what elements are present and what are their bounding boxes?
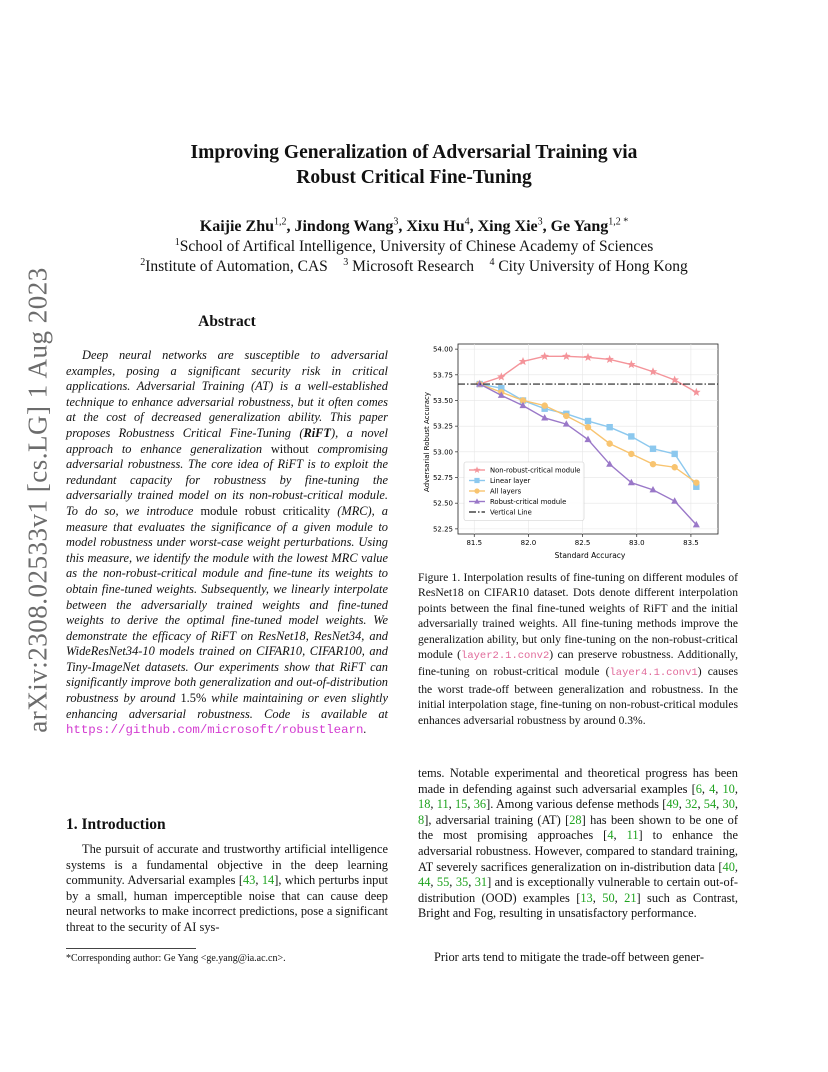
- author: Jindong Wang: [294, 218, 394, 235]
- code-link[interactable]: https://github.com/microsoft/robustlearn: [66, 723, 364, 738]
- paper-title: [0, 140, 828, 190]
- abstract-body: Deep neural networks are susceptible to adversarial examples, posing a significant security risk in critical applications. Adversarial Training (AT) is a well-established technique to enhance adversarial robustness, but it often comes at the cost of decreased generalization ability. This paper proposes Robustness Critical Fine-Tuning (RiFT), a novel approach to enhance generalization without compromising adversarial robustness. The core idea of RiFT is to exploit the redundant capacity for robustness by fine-tuning the adversarially trained model on its non-robust-critical module. To do so, we introduce module robust criticality (MRC), a measure that evaluates the significance of a given module to model robustness under worst-case weight perturbations. Using this measure, we identify the module with the lowest MRC value as the non-robust-critical module and fine-tune its weights to obtain fine-tuned weights. Subsequently, we linearly interpolate between the adversarially trained weights and fine-tuned weights to derive the optimal fine-tuned model weights. We demonstrate the efficacy of RiFT on ResNet18, ResNet34, and WideResNet34-10 models trained on CIFAR10, CIFAR100, and Tiny-ImageNet datasets. Our experiments show that RiFT can significantly improve both generalization and out-of-distribution robustness by around 1.5% while maintaining or even slightly enhancing adversarial robustness. Code is available at https://github.com/microsoft/robustlearn.: [66, 348, 388, 738]
- figure-1-chart: [418, 338, 738, 566]
- author-affil-sup: 1,2 *: [608, 216, 629, 228]
- chart-data-point: [606, 424, 612, 430]
- footnote-divider: [66, 948, 196, 949]
- citation-link[interactable]: 6: [695, 781, 702, 796]
- chart-y-tick-label: 52.25: [432, 525, 453, 534]
- chart-x-axis-label: Standard Accuracy: [554, 551, 626, 560]
- chart-x-tick-label: 83.0: [628, 539, 645, 547]
- title-line-1: Improving Generalization of Adversarial Training via: [190, 142, 638, 163]
- citation-link[interactable]: 21: [624, 890, 637, 905]
- figure-1-caption: Figure 1. Interpolation results of fine-tuning on different modules of ResNet18 on CIFAR10 dataset. Dots denote different interpolation points between the final fine-tuned weights of RiFT and the initial adversarially trained weights. All fine-tuning methods improve the generalization ability, but only fine-tuning on the non-robust-critical module (layer2.1.conv2) can preserve robustness. Additionally, fine-tuning on robust-critical module (layer4.1.conv1) causes the worst trade-off between generalization and robustness. In the initial interpolation stage, fine-tuning on non-robust-critical modules enhances adversarial robustness by around 0.3%.: [418, 571, 738, 727]
- citation-link[interactable]: 10: [722, 781, 735, 796]
- affiliation-2: $^2$Institute of Automation, CAS $^3$ Microsoft Research $^4$ City University of Hong Kong: [140, 256, 688, 275]
- author-affil-sup: 1,2: [273, 216, 287, 228]
- citation-link[interactable]: 50: [602, 890, 615, 905]
- chart-legend-label: All layers: [490, 487, 522, 496]
- chart-y-tick-label: 52.75: [432, 474, 453, 483]
- arxiv-id: arXiv:2308.02533v1 [cs.LG] 1 Aug 2023: [22, 267, 53, 733]
- citation-link[interactable]: 15: [454, 797, 468, 812]
- chart-y-tick-label: 53.25: [432, 422, 453, 431]
- rift-term: RiFT: [303, 425, 331, 440]
- citation-link[interactable]: 44: [418, 875, 431, 890]
- module-name: layer2.1.conv2: [461, 650, 550, 663]
- citation-link[interactable]: 11: [626, 828, 639, 843]
- chart-data-point: [541, 402, 547, 408]
- chart-y-tick-label: 53.75: [432, 371, 453, 380]
- chart-data-point: [650, 446, 656, 452]
- citation-link[interactable]: 32: [685, 797, 698, 812]
- chart-legend-label: Non-robust-critical module: [490, 466, 581, 475]
- citation-link[interactable]: 40: [722, 859, 735, 874]
- citation-link[interactable]: 11: [436, 797, 449, 812]
- citation-link[interactable]: 14: [261, 873, 275, 888]
- chart-data-point: [650, 461, 656, 467]
- citation-link[interactable]: 30: [722, 797, 735, 812]
- author: Ge Yang: [550, 218, 609, 235]
- citation-link[interactable]: 4: [607, 828, 614, 843]
- module-name: layer4.1.conv1: [609, 667, 698, 680]
- affiliation-1: $^1$School of Artifical Intelligence, University of Chinese Academy of Sciences: [174, 236, 654, 255]
- citation-link[interactable]: 8: [418, 812, 425, 827]
- chart-legend-label: Robust-critical module: [490, 497, 567, 506]
- chart-y-tick-label: 54.00: [432, 345, 453, 354]
- author-affil-sup: 3: [537, 216, 543, 228]
- chart-x-tick-label: 83.5: [683, 539, 699, 547]
- author: Xing Xie: [477, 218, 538, 235]
- citation-link[interactable]: 55: [436, 875, 450, 890]
- title-line-2: Robust Critical Fine-Tuning: [296, 167, 532, 188]
- citation-link[interactable]: 49: [666, 797, 679, 812]
- author-list: Kaijie Zhu$^{1,2}$, Jindong Wang$^3$, Xixu Hu$^4$, Xing Xie$^3$, Ge Yang$^{1,2 *}$: [199, 216, 629, 235]
- chart-data-point: [671, 451, 677, 457]
- chart-y-tick-label: 52.50: [432, 499, 453, 508]
- author: Kaijie Zhu: [199, 218, 274, 235]
- chart-data-point: [628, 433, 634, 439]
- chart-legend-marker: [474, 488, 479, 493]
- footnote: *Corresponding author: Ge Yang <ge.yang@ia.ac.cn>.: [66, 953, 286, 964]
- intro-body: The pursuit of accurate and trustworthy artificial intelligence systems is a fundamental objective in the deep learning community. Adversarial examples [43, 14], which perturbs input by a small, human imperceptible noise that can cause deep neural networks to make incorrect predictions, pose a significant threat to the security of AI sys-: [66, 842, 388, 934]
- chart-data-point: [671, 464, 677, 470]
- chart-legend-label: Linear layer: [490, 476, 531, 485]
- chart-legend-marker: [474, 478, 479, 483]
- chart-data-point: [585, 424, 591, 430]
- chart-data-point: [628, 451, 634, 457]
- citation-link[interactable]: 13: [580, 890, 593, 905]
- citation-link[interactable]: 31: [474, 875, 488, 890]
- chart-x-tick-label: 82.0: [520, 539, 537, 547]
- chart-x-tick-label: 82.5: [574, 539, 591, 547]
- citation-link[interactable]: 35: [455, 875, 469, 890]
- chart-data-point: [585, 418, 591, 424]
- citation-link[interactable]: 4: [709, 781, 716, 796]
- chart-y-tick-label: 53.50: [432, 396, 453, 405]
- chart-y-tick-label: 53.00: [432, 448, 453, 457]
- chart-data-point: [563, 413, 569, 419]
- citation-link[interactable]: 54: [703, 797, 717, 812]
- author: Xixu Hu: [406, 218, 465, 235]
- author-affil-sup: 3: [393, 216, 399, 228]
- abstract-heading: Abstract: [198, 313, 256, 330]
- chart-y-axis-label: Adversarial Robust Accuracy: [423, 392, 431, 492]
- intro-body-continued: tems. Notable experimental and theoretical progress has been made in defending against such adversarial examples [6, 4, 10, 18, 11, 15, 36]. Among various defense methods [49, 32, 54, 30, 8], adversarial training (AT) [28] has been shown to be one of the most promising approaches [4, 11] to enhance the adversarial robustness. However, compared to standard training, AT severely sacrifices generalization on in-distribution data [40, 44, 55, 35, 31] and is exceptionally vulnerable to certain out-of-distribution (OOD) examples [13, 50, 21] such as Contrast, Bright and Fog, resulting in unsatisfactory performance.: [418, 766, 739, 921]
- citation-link[interactable]: 43: [242, 873, 256, 888]
- chart-legend-label: Vertical Line: [490, 508, 532, 517]
- citation-link[interactable]: 18: [418, 797, 431, 812]
- citation-link[interactable]: 28: [569, 812, 582, 827]
- section-heading-introduction: 1. Introduction: [66, 816, 166, 833]
- chart-x-tick-label: 81.5: [466, 539, 483, 547]
- author-affil-sup: 4: [464, 216, 470, 228]
- arxiv-stamp: [12, 267, 64, 733]
- paragraph-start: Prior arts tend to mitigate the trade-off between gener-: [434, 950, 704, 964]
- chart-data-point: [693, 479, 699, 485]
- chart-data-point: [606, 440, 612, 446]
- citation-link[interactable]: 36: [473, 797, 487, 812]
